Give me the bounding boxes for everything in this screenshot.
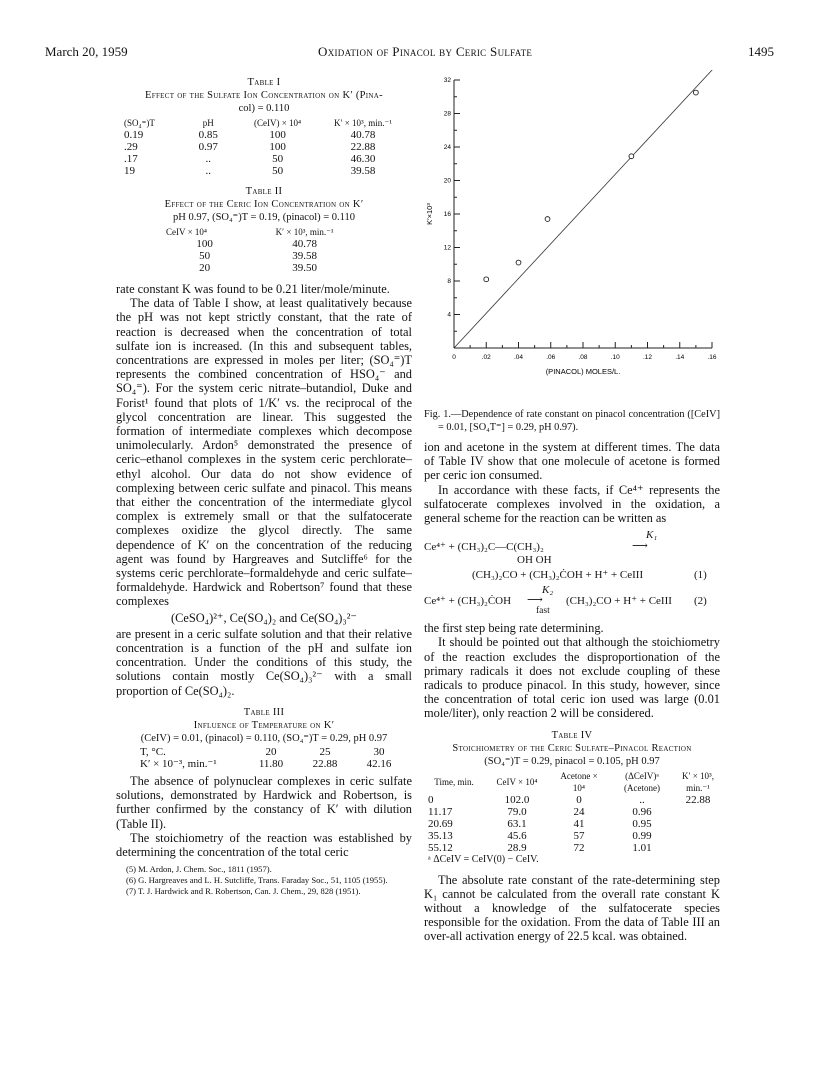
left-para-2: The data of Table I show, at least qualitatively because the pH was not kept strictly constant, that the rate of reaction is decreased when the concentration of total sulfate ion is increased. (In this and subsequent tables, concentrations are expressed in moles per liter; (SO₄⁼)T represents the combined concentration of HSO₄⁻ and SO₄⁼). For the system ceric nitrate–butandiol, Duke and Forist¹ found that plots of 1/K′ vs. the reciprocal of the glycol concentration are linear. This suggested the formation of intermediate complexes which decompose unimolecularly. Ardon⁵ demonstrated the presence of ceric–ethanol complexes in the system ceric perchlorate–ethyl alcohol. Our data do not show evidence of complexing between ceric sulfate and pinacol. This means that either the concentration of the intermediate glycol complex is extremely small or that the sulfatocerate complexes oxidize the glycol directly. The same dependence of K′ on the concentration of the reducing agent was found by Hargreaves and Sutcliffe⁶ for the systems ceric perchlorate–formaldehyde and ceric sulfate–formaldehyde. Hardwick and Robertson⁷ found that these complexes xyxy=(116,296,412,609)
table-cell: 28.9 xyxy=(507,841,527,854)
table3-caption-2: (CeIV) = 0.01, (pinacol) = 0.110, (SO₄⁼)T = 0.29, pH 0.97 xyxy=(140,732,388,744)
eq2-products: (CH₃)₂CO + H⁺ + CeIII xyxy=(566,595,672,608)
table-cell: 46.30 xyxy=(350,153,376,165)
table-cell: 100 xyxy=(196,238,213,250)
y-tick-label: 28 xyxy=(443,110,451,118)
table-cell: 19 xyxy=(124,165,135,177)
table-cell: 0 xyxy=(428,793,434,806)
header-date: March 20, 1959 xyxy=(45,44,128,59)
table-row xyxy=(120,129,402,141)
footnote: (5) M. Ardon, J. Chem. Soc., 1811 (1957). xyxy=(126,864,272,875)
table-cell: 22.88 xyxy=(312,757,338,770)
table-cell: 11.17 xyxy=(428,805,453,818)
x-axis-label: (PINACOL) MOLES/L. xyxy=(545,367,621,376)
table-cell: 50 xyxy=(272,165,284,177)
equation-2 xyxy=(424,584,720,617)
eq1-reactants: Ce⁴⁺ + (CH₃)₂C—C(CH₃)₂ xyxy=(424,541,544,554)
table-cell: 20.69 xyxy=(428,817,453,830)
table-row xyxy=(424,842,720,854)
table-cell: 24 xyxy=(573,805,585,818)
table-cell: .. xyxy=(205,153,212,165)
x-tick-label: .12 xyxy=(642,354,653,361)
table2-caption-1: Effect of the Ceric Ion Concentration on K′ xyxy=(164,199,364,210)
table-row xyxy=(120,165,402,177)
table-cell: 79.0 xyxy=(507,805,527,818)
table-cell: 57 xyxy=(573,829,585,842)
left-para-1: rate constant K was found to be 0.21 liter/mole/minute. xyxy=(116,282,390,296)
data-point xyxy=(693,90,698,95)
table-cell: 40.78 xyxy=(292,238,318,250)
eq1-rate-constant: K₁ xyxy=(646,529,658,542)
y-tick-label: 12 xyxy=(443,244,451,252)
right-para-1: ion and acetone in the system at different times. The data of Table IV show that one molecule of acetone is formed per ceric ion consumed. xyxy=(424,440,720,483)
table-cell: 100 xyxy=(269,141,286,153)
table2-caption-2: pH 0.97, (SO₄⁼)T = 0.19, (pinacol) = 0.110 xyxy=(172,212,356,223)
table1-caption-2: col) = 0.110 xyxy=(238,103,290,114)
table-row xyxy=(162,238,362,250)
table4-header: K′ × 10³, min.⁻¹ xyxy=(682,770,714,793)
table2-label: Table II xyxy=(245,186,283,197)
x-tick-label: .14 xyxy=(675,354,685,361)
table-cell: 55.12 xyxy=(428,841,453,854)
data-point xyxy=(629,154,634,159)
table-cell: 0 xyxy=(576,793,582,806)
table-cell: .. xyxy=(205,165,212,177)
y-tick-label: 16 xyxy=(443,211,451,218)
page-number: 1495 xyxy=(748,44,774,59)
table-row xyxy=(162,262,362,274)
table-cell: 20 xyxy=(265,745,277,758)
eq1-products: (CH₃)₂CO + (CH₃)₂ĊOH + H⁺ + CeIII xyxy=(472,569,644,582)
table4 xyxy=(424,770,720,854)
eq2-arrow: ⟶ xyxy=(527,594,543,607)
table-row xyxy=(136,746,406,758)
equation-1 xyxy=(424,529,720,587)
data-point xyxy=(484,277,489,282)
table-cell xyxy=(676,842,720,854)
eq2-number: (2) xyxy=(694,595,707,608)
table3-label: Table III xyxy=(243,706,285,718)
table-cell xyxy=(676,818,720,830)
table-cell: 1.01 xyxy=(632,841,652,854)
table3-row-label: T, °C. xyxy=(140,745,166,758)
table3-caption-1: Influence of Temperature on K′ xyxy=(193,719,335,731)
y-axis-label: K′×10³ xyxy=(425,203,434,225)
left-para-4: The absence of polynuclear complexes in ceric sulfate solutions, demonstrated by Hardwick and Robertson, is further confirmed by the constancy of K′ with dilution (Table II). xyxy=(116,773,412,831)
table-cell: 20 xyxy=(199,262,211,274)
table2-header: CeIV × 10⁴ xyxy=(166,227,208,237)
table-cell: 100 xyxy=(269,129,286,141)
right-para-4: It should be pointed out that although the stoichiometry of the reaction excludes the disproportionation of the primary radicals it does not exclude coupling of these radicals to produce pinacol. In this study, however, since the concentration of total ceric ion used was large (0.01 mole/liter), only reaction 2 will be considered. xyxy=(424,635,720,721)
table2-header: K′ × 10³, min.⁻¹ xyxy=(275,227,334,237)
table4-caption-1: Stoichiometry of the Ceric Sulfate–Pinacol Reaction xyxy=(452,742,692,754)
table-cell: 102.0 xyxy=(504,793,530,806)
y-tick-label: 8 xyxy=(447,278,451,285)
footnote: (7) T. J. Hardwick and R. Robertson, Can. J. Chem., 29, 828 (1951). xyxy=(126,886,361,897)
footnote: (6) G. Hargreaves and L. H. Sutcliffe, Trans. Faraday Soc., 51, 1105 (1955). xyxy=(126,875,388,886)
table-cell: 0.97 xyxy=(198,141,218,153)
table-cell: 40.78 xyxy=(350,129,376,141)
table-cell: 30 xyxy=(373,745,385,758)
table-cell: .. xyxy=(639,793,645,806)
figure-1-chart xyxy=(424,70,724,390)
left-column xyxy=(116,76,412,897)
left-para-5: The stoichiometry of the reaction was established by determining the concentration of the total ceric xyxy=(116,830,412,859)
eq1-hydroxyls: OH OH xyxy=(517,554,552,567)
table-cell: 39.58 xyxy=(292,250,318,262)
table-cell: 50 xyxy=(272,153,284,165)
y-tick-label: 4 xyxy=(447,311,451,319)
table2 xyxy=(162,226,362,274)
table1-label: Table I xyxy=(247,77,281,88)
table-cell: 72 xyxy=(573,841,585,854)
right-column xyxy=(424,408,720,944)
figure-caption: Fig. 1.—Dependence of rate constant on pinacol concentration ([CeIV] = 0.01, [SO₄T⁼] = 0.29, pH 0.97). xyxy=(424,409,720,433)
table1-header: pH xyxy=(202,118,214,128)
table-row xyxy=(424,806,720,818)
running-title: Oxidation of Pinacol by Ceric Sulfate xyxy=(318,44,533,59)
y-tick-label: 24 xyxy=(443,144,451,151)
eq1-number: (1) xyxy=(694,569,707,582)
table-cell: 0.19 xyxy=(124,129,144,141)
table4-caption-2: (SO₄⁼)T = 0.29, pinacol = 0.105, pH 0.97 xyxy=(484,755,660,767)
table4-label: Table IV xyxy=(551,729,593,741)
table-cell: 0.96 xyxy=(632,805,652,818)
table-cell: 50 xyxy=(199,250,211,262)
table-cell: .29 xyxy=(124,141,138,153)
eq1-arrow: ⟶ xyxy=(632,540,648,553)
table4-header: (ΔCeIV)ᵃ (Acetone) xyxy=(624,770,660,793)
x-tick-label: .16 xyxy=(707,354,717,361)
table-cell: 39.58 xyxy=(350,165,376,177)
x-tick-label: .04 xyxy=(513,354,524,361)
table-cell: .17 xyxy=(124,153,138,165)
table-cell: 0.95 xyxy=(632,817,652,830)
y-tick-label: 32 xyxy=(443,77,451,84)
table-cell: 25 xyxy=(319,745,331,758)
eq2-reactants: Ce⁴⁺ + (CH₃)₂ĊOH xyxy=(424,595,512,608)
eq2-fast: fast xyxy=(536,606,550,617)
x-tick-label: .08 xyxy=(578,354,588,361)
table4-footnote: ᵃ ΔCeIV = CeIV(0) − CeIV. xyxy=(428,853,539,865)
table-row xyxy=(424,818,720,830)
fit-line xyxy=(454,70,715,348)
table-cell: 0.99 xyxy=(632,829,652,842)
data-point xyxy=(545,217,550,222)
table-row xyxy=(120,153,402,165)
right-para-3: the first step being rate determining. xyxy=(424,621,604,636)
table-cell: 35.13 xyxy=(428,829,453,842)
table-row xyxy=(162,250,362,262)
table1-header: K′ × 10³, min.⁻¹ xyxy=(334,118,392,128)
x-tick-label: .02 xyxy=(481,354,491,361)
table-cell: 42.16 xyxy=(366,757,392,770)
x-tick-label: .10 xyxy=(610,354,620,361)
x-tick-label: .06 xyxy=(546,354,556,361)
footnotes xyxy=(116,864,412,897)
table1-header: (SO₄⁼)T xyxy=(124,118,155,128)
table-cell: 45.6 xyxy=(507,829,527,842)
complexes-formula: (CeSO₄)²⁺, Ce(SO₄)₂ and Ce(SO₄)₃²⁻ xyxy=(171,610,357,625)
table-cell: 22.88 xyxy=(685,793,711,806)
table-cell xyxy=(676,830,720,842)
table4-header: Acetone × 10⁴ xyxy=(560,770,598,793)
table-cell: 63.1 xyxy=(507,817,527,830)
y-tick-label: 20 xyxy=(443,177,451,185)
table-row xyxy=(424,830,720,842)
table-cell xyxy=(676,806,720,818)
table4-header: Time, min. xyxy=(434,776,474,787)
table-row xyxy=(120,141,402,153)
table-row xyxy=(136,758,406,770)
data-point xyxy=(516,260,521,265)
right-para-2: In accordance with these facts, if Ce⁴⁺ represents the sulfatocerate complexes involved in the oxidation, a general scheme for the reaction can be written as xyxy=(424,482,720,526)
left-para-3: are present in a ceric sulfate solution and that their relative concentration is a function of the pH and sulfate ion concentration. Under the conditions of this study, the solutions contain mostly Ce(SO₄)₃²⁻ with a small proportion of Ce(SO₄)₂. xyxy=(116,626,412,698)
right-para-5: The absolute rate constant of the rate-determining step K₁ cannot be calculated from the overall rate constant K without a knowledge of the sulfatocerate species responsible for the oxidation. From the data of Table III an over-all activation energy of 22.5 kcal. was obtained. xyxy=(424,872,720,944)
table3-row-label: K′ × 10⁻³, min.⁻¹ xyxy=(140,757,217,770)
table3 xyxy=(136,746,406,770)
table1-header: (CeIV) × 10⁴ xyxy=(253,118,302,128)
table-cell: 0.85 xyxy=(198,129,218,141)
table-cell: 22.88 xyxy=(350,141,376,153)
x-tick-label: 0 xyxy=(452,354,456,361)
table-row xyxy=(424,794,720,806)
table-cell: 11.80 xyxy=(258,757,284,770)
table-cell: 39.50 xyxy=(292,262,318,274)
table-cell: 41 xyxy=(573,817,585,830)
table4-header: CeIV × 10⁴ xyxy=(496,776,538,787)
table1-caption-1: Effect of the Sulfate Ion Concentration on K′ (Pina- xyxy=(145,90,383,101)
eq2-rate-constant: K₂ xyxy=(542,584,554,597)
table1 xyxy=(120,117,402,177)
